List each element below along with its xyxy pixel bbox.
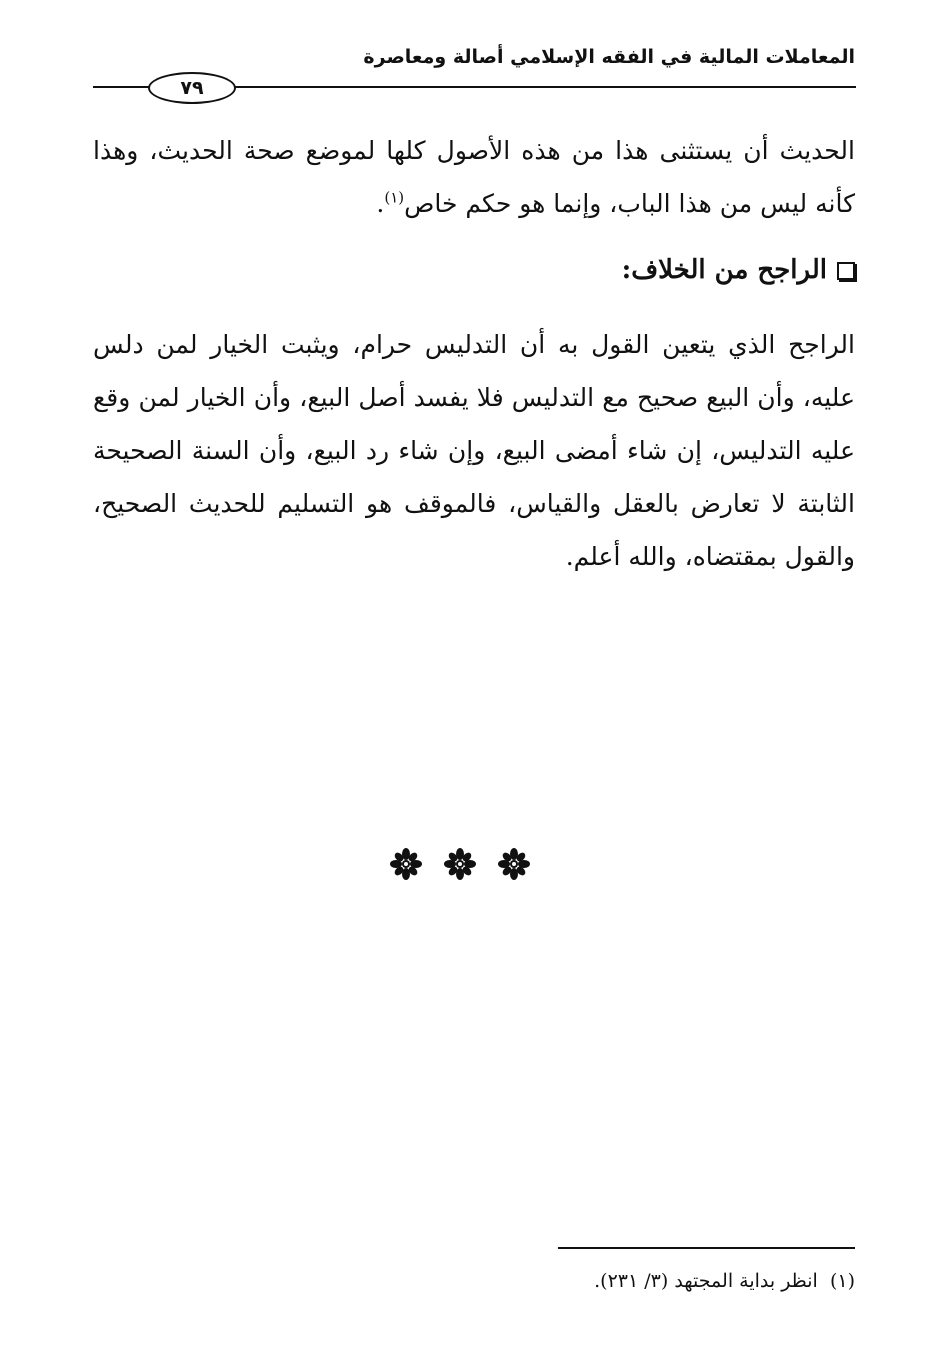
square-bullet-icon [837, 262, 855, 280]
flower-ornament-icon [390, 848, 422, 880]
footnote-reference: (١) [384, 188, 405, 207]
flower-ornament-icon [498, 848, 530, 880]
footnote-rule [558, 1247, 855, 1249]
paragraph-conclusion: الراجح الذي يتعين القول به أن التدليس حرام، ويثبت الخيار لمن دلس عليه، وأن البيع صحيح مع التدليس فلا يفسد أصل البيع، وأن الخيار لمن وقع عليه التدليس، إن شاء أمضى البيع، وإن شاء رد البيع، وأن السنة الصحيحة الثابتة لا تعارض بالعقل والقياس، فالموقف هو التسليم للحديث الصحيح، والقول بمقتضاه، والله أعلم. [93, 330, 856, 571]
footnote-text: انظر بداية المجتهد (٣/ ٢٣١). [594, 1270, 818, 1292]
paragraph-continuation [93, 124, 855, 230]
footnote-1 [355, 1266, 855, 1296]
section-divider-ornaments [390, 847, 530, 881]
flower-ornament-icon [444, 848, 476, 880]
running-header-title: المعاملات المالية في الفقه الإسلامي أصالة ومعاصرة [363, 46, 855, 68]
section-heading-text: الراجح من الخلاف: [621, 255, 827, 285]
section-heading [255, 250, 855, 290]
paragraph-1-end: . [376, 189, 385, 218]
paragraph-1-text: الحديث أن يستثنى هذا من هذه الأصول كلها لموضع صحة الحديث، وهذا كأنه ليس من هذا الباب، وإنما هو حكم خاص [93, 136, 855, 218]
page-number: ٧٩ [148, 72, 236, 104]
footnote-marker: (١) [829, 1270, 855, 1292]
